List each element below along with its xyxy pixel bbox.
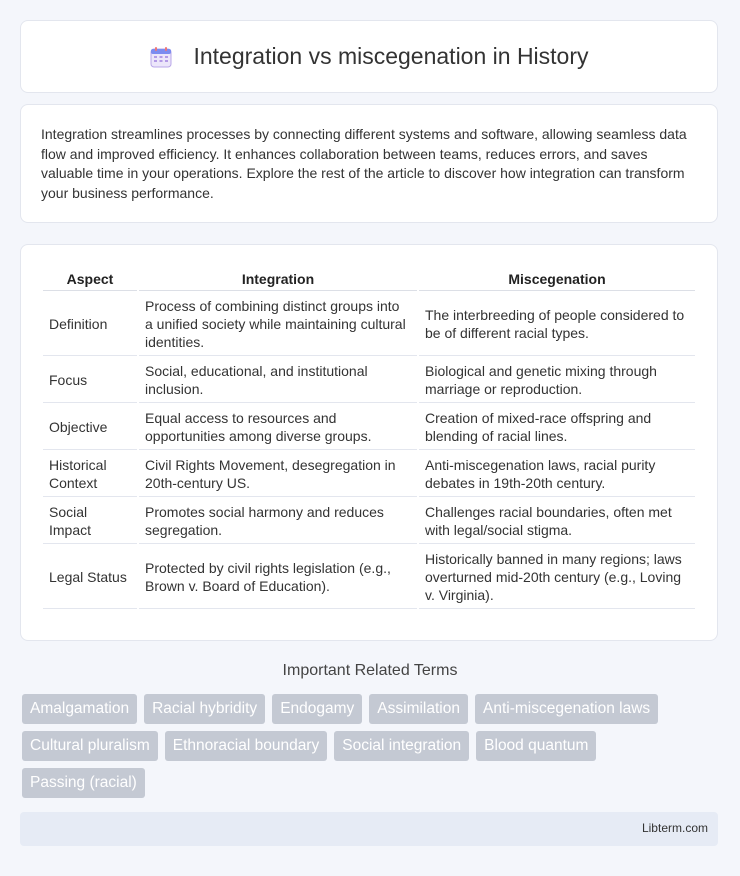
comparison-table bbox=[41, 265, 697, 611]
table-header-row bbox=[43, 267, 695, 291]
row-miscegenation: Anti-miscegenation laws, racial purity debates in 19th-20th century. bbox=[419, 452, 695, 497]
footer-brand[interactable]: Libterm.com bbox=[641, 821, 708, 835]
related-term-tag[interactable]: Blood quantum bbox=[476, 731, 596, 761]
column-header-aspect: Aspect bbox=[43, 267, 137, 291]
row-aspect: Historical Context bbox=[43, 452, 137, 497]
row-integration: Process of combining distinct groups into a unified society while maintaining cultural identities. bbox=[139, 293, 417, 356]
column-header-integration: Integration bbox=[139, 267, 417, 291]
row-aspect: Legal Status bbox=[43, 546, 137, 609]
related-term-tag[interactable]: Endogamy bbox=[272, 694, 362, 724]
related-term-tag[interactable]: Passing (racial) bbox=[22, 768, 145, 798]
related-term-tag[interactable]: Social integration bbox=[334, 731, 469, 761]
related-term-tag[interactable]: Ethnoracial boundary bbox=[165, 731, 328, 761]
comparison-card bbox=[20, 244, 718, 641]
page-title: Integration vs miscegenation in History bbox=[193, 43, 589, 69]
related-term-tag[interactable]: Amalgamation bbox=[22, 694, 137, 724]
row-aspect: Definition bbox=[43, 293, 137, 356]
footer bbox=[20, 812, 718, 846]
related-term-tag[interactable]: Assimilation bbox=[369, 694, 468, 724]
header-card bbox=[20, 20, 718, 93]
row-integration: Promotes social harmony and reduces segregation. bbox=[139, 499, 417, 544]
row-miscegenation: The interbreeding of people considered to be of different racial types. bbox=[419, 293, 695, 356]
row-miscegenation: Biological and genetic mixing through marriage or reproduction. bbox=[419, 358, 695, 403]
calendar-icon bbox=[149, 45, 173, 69]
table-row bbox=[43, 358, 695, 403]
table-row bbox=[43, 499, 695, 544]
row-integration: Civil Rights Movement, desegregation in 20th-century US. bbox=[139, 452, 417, 497]
intro-text: Integration streamlines processes by connecting different systems and software, allowing seamless data flow and improved efficiency. It enhances collaboration between teams, reduces errors, and saves valuable time in your operations. Explore the rest of the article to discover how integration can transform your business performance. bbox=[41, 126, 687, 201]
related-terms-title: Important Related Terms bbox=[282, 662, 458, 679]
row-aspect: Objective bbox=[43, 405, 137, 450]
table-row bbox=[43, 293, 695, 356]
row-aspect: Focus bbox=[43, 358, 137, 403]
row-miscegenation: Challenges racial boundaries, often met with legal/social stigma. bbox=[419, 499, 695, 544]
related-term-tag[interactable]: Cultural pluralism bbox=[22, 731, 158, 761]
row-integration: Protected by civil rights legislation (e.g., Brown v. Board of Education). bbox=[139, 546, 417, 609]
row-integration: Equal access to resources and opportunities among diverse groups. bbox=[139, 405, 417, 450]
row-aspect: Social Impact bbox=[43, 499, 137, 544]
row-integration: Social, educational, and institutional inclusion. bbox=[139, 358, 417, 403]
related-term-tag[interactable]: Racial hybridity bbox=[144, 694, 265, 724]
table-row bbox=[43, 452, 695, 497]
related-terms-list bbox=[22, 694, 722, 798]
table-row bbox=[43, 405, 695, 450]
row-miscegenation: Historically banned in many regions; laws overturned mid-20th century (e.g., Loving v. Virginia). bbox=[419, 546, 695, 609]
intro-card bbox=[20, 104, 718, 223]
row-miscegenation: Creation of mixed-race offspring and blending of racial lines. bbox=[419, 405, 695, 450]
table-row bbox=[43, 546, 695, 609]
related-term-tag[interactable]: Anti-miscegenation laws bbox=[475, 694, 658, 724]
column-header-miscegenation: Miscegenation bbox=[419, 267, 695, 291]
